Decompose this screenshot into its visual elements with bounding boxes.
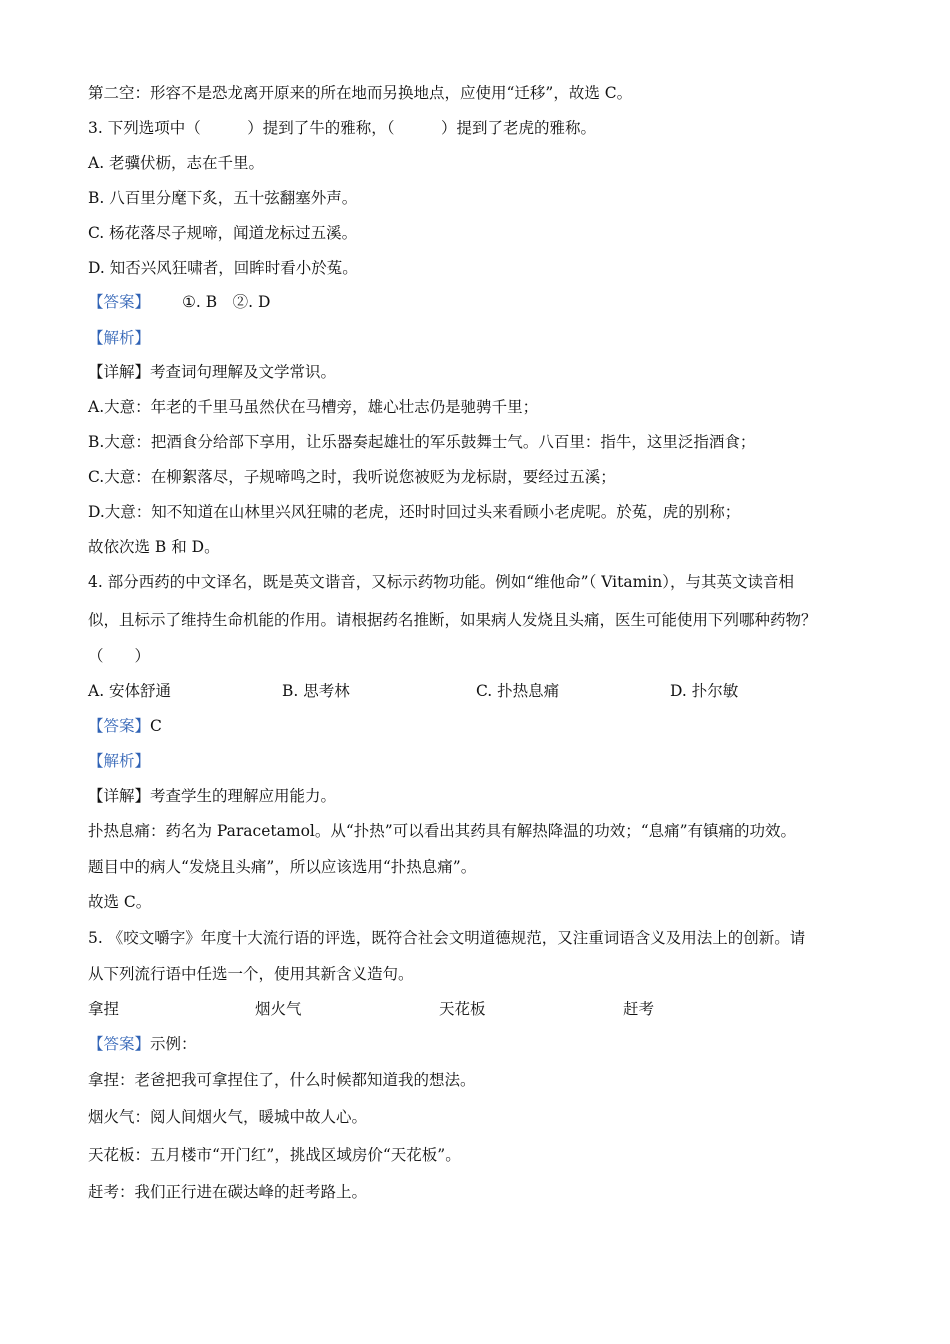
- answer-tag: 【答案】: [88, 717, 151, 735]
- explanation-line: 题目中的病人“发烧且头痛”，所以应该选用“扑热息痛”。: [88, 858, 477, 876]
- conclusion-line: 故依次选 B 和 D。: [88, 538, 220, 556]
- example-sentence: 拿捏：老爸把我可拿捏住了，什么时候都知道我的想法。: [88, 1071, 476, 1089]
- q5-word-3: 天花板: [439, 1000, 486, 1018]
- detail-line: 【详解】考查词句理解及文学常识。: [88, 363, 337, 381]
- q4-option-a: A. 安体舒通: [88, 682, 172, 700]
- q3-option-d: D. 知否兴风狂啸者，回眸时看小於菟。: [88, 259, 358, 277]
- answer-tag: 【答案】: [88, 293, 151, 311]
- q5-word-1: 拿捏: [88, 1000, 120, 1018]
- q3-option-c: C. 杨花落尽子规啼，闻道龙标过五溪。: [88, 224, 358, 242]
- question-3-stem: 3. 下列选项中（ ）提到了牛的雅称，（ ）提到了老虎的雅称。: [88, 119, 596, 137]
- q3-option-a: A. 老骥伏枥，志在千里。: [88, 154, 265, 172]
- explanation-c: C.大意：在柳絮落尽，子规啼鸣之时，我听说您被贬为龙标尉，要经过五溪；: [88, 468, 616, 486]
- q4-option-c: C. 扑热息痛: [476, 682, 560, 700]
- q5-word-4: 赶考: [623, 1000, 655, 1018]
- q3-analysis-tag: 【解析】: [88, 329, 151, 347]
- question-4-stem-cont: 似，且标示了维持生命机能的作用。请根据药名推断，如果病人发烧且头痛，医生可能使用下列哪种药物？: [88, 611, 817, 629]
- explanation-d: D.大意：知不知道在山林里兴风狂啸的老虎，还时时回过头来看顾小老虎呢。於菟，虎的别称；: [88, 503, 741, 521]
- question-4-blank: （ ）: [88, 647, 151, 665]
- q5-answer: [88, 1032, 197, 1054]
- question-5-stem-cont: 从下列流行语中任选一个，使用其新含义造句。: [88, 965, 414, 983]
- q3-option-b: B. 八百里分麾下炙，五十弦翻塞外声。: [88, 189, 358, 207]
- answer-value: ①. B ②. D: [182, 293, 271, 311]
- text-line: 第二空：形容不是恐龙离开原来的所在地而另换地点，应使用“迁移”，故选 C。: [88, 84, 633, 102]
- q4-option-d: D. 扑尔敏: [670, 682, 739, 700]
- answer-value: C: [150, 717, 162, 735]
- answer-value: 示例：: [150, 1035, 197, 1053]
- q4-answer: [88, 714, 162, 736]
- answer-tag: 【答案】: [88, 1035, 151, 1053]
- example-sentence: 烟火气：阅人间烟火气，暖城中故人心。: [88, 1108, 368, 1126]
- explanation-a: A.大意：年老的千里马虽然伏在马槽旁，雄心壮志仍是驰骋千里；: [88, 398, 539, 416]
- q3-answer: [88, 290, 270, 312]
- q4-option-b: B. 思考林: [282, 682, 350, 700]
- example-sentence: 赶考：我们正行进在碳达峰的赶考路上。: [88, 1183, 368, 1201]
- question-4-stem: 4. 部分西药的中文译名，既是英文谐音，又标示药物功能。例如“维他命”（ Vitamin），与其英文读音相: [88, 573, 794, 591]
- detail-line: 【详解】考查学生的理解应用能力。: [88, 787, 337, 805]
- example-sentence: 天花板：五月楼市“开门红”，挑战区域房价“天花板”。: [88, 1146, 461, 1164]
- question-5-stem: 5. 《咬文嚼字》年度十大流行语的评选，既符合社会文明道德规范，又注重词语含义及用法上的创新。请: [88, 929, 806, 947]
- conclusion-line: 故选 C。: [88, 893, 152, 911]
- q4-analysis-tag: 【解析】: [88, 752, 151, 770]
- explanation-b: B.大意：把酒食分给部下享用，让乐器奏起雄壮的军乐鼓舞士气。八百里：指牛，这里泛指酒食；: [88, 433, 756, 451]
- explanation-line: 扑热息痛：药名为 Paracetamol。从“扑热”可以看出其药具有解热降温的功效；“息痛”有镇痛的功效。: [88, 822, 797, 840]
- q5-word-2: 烟火气: [255, 1000, 302, 1018]
